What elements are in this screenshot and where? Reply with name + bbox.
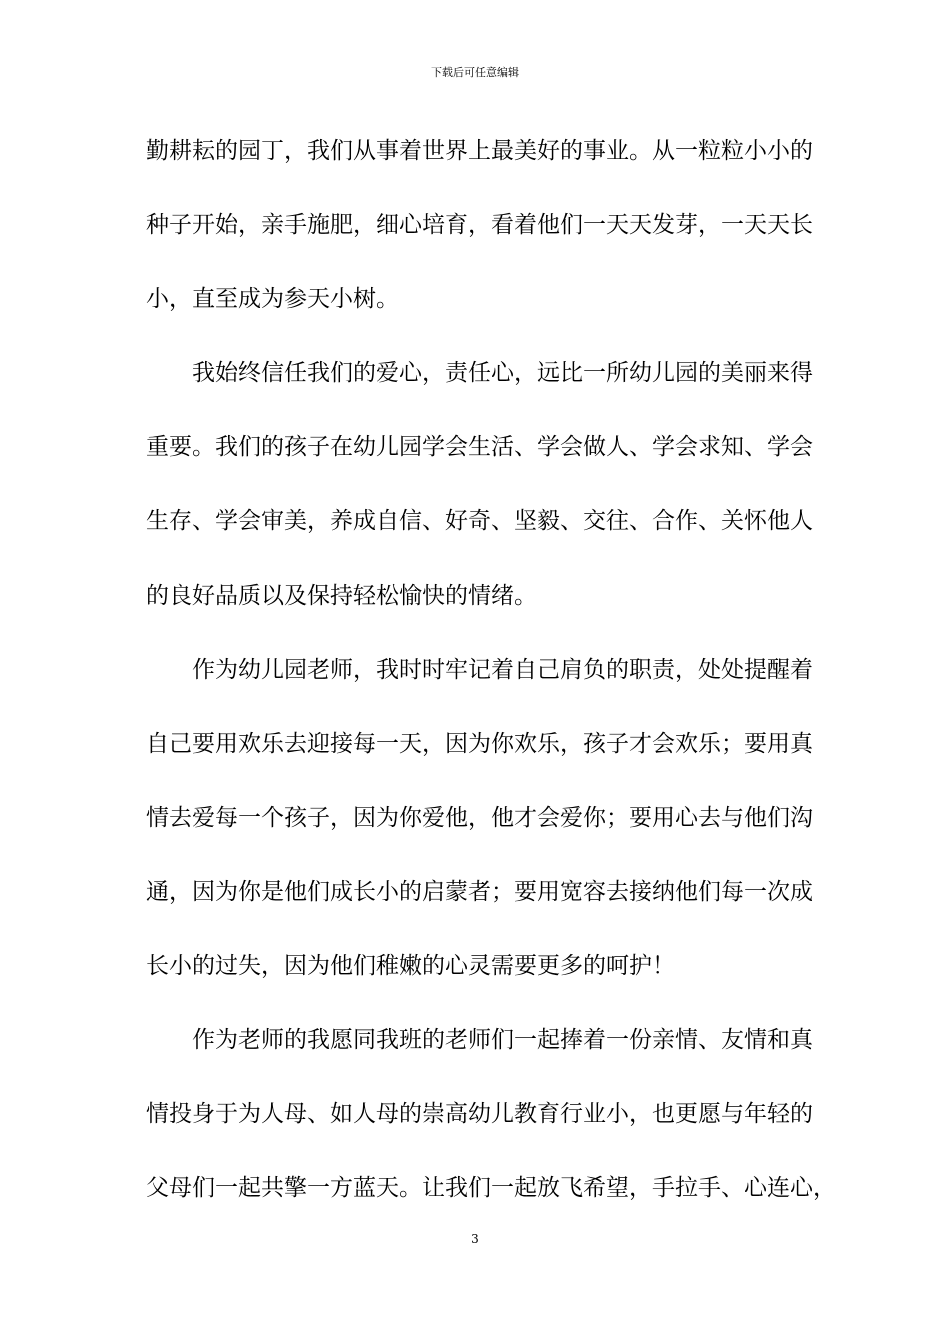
paragraph-first-line: 作为老师的我愿同我班的老师们一起捧着一份亲情、友情和真 bbox=[192, 1027, 813, 1054]
paragraph-first-line: 我始终信任我们的爱心，责任心，远比一所幼儿园的美丽来得 bbox=[192, 360, 813, 387]
text-line: 父母们一起共擎一方蓝天。让我们一起放飞希望，手拉手、心连心， bbox=[146, 1175, 836, 1202]
text-line: 小，直至成为参天小树。 bbox=[146, 286, 399, 313]
text-line: 通，因为你是他们成长小的启蒙者；要用宽容去接纳他们每一次成 bbox=[146, 878, 813, 905]
text-line: 长小的过失，因为他们稚嫩的心灵需要更多的呵护！ bbox=[146, 953, 675, 980]
text-line: 重要。我们的孩子在幼儿园学会生活、学会做人、学会求知、学会 bbox=[146, 434, 813, 461]
text-line: 勤耕耘的园丁，我们从事着世界上最美好的事业。从一粒粒小小的 bbox=[146, 138, 813, 164]
document-body bbox=[146, 128, 846, 1239]
text-line: 自己要用欢乐去迎接每一天，因为你欢乐，孩子才会欢乐；要用真 bbox=[146, 730, 813, 757]
page-number: 3 bbox=[471, 1232, 479, 1246]
text-line: 情去爱每一个孩子，因为你爱他，他才会爱你；要用心去与他们沟 bbox=[146, 804, 813, 831]
text-line: 情投身于为人母、如人母的崇高幼儿教育行业小，也更愿与年轻的 bbox=[146, 1101, 813, 1128]
text-line: 生存、学会审美，养成自信、好奇、坚毅、交往、合作、关怀他人 bbox=[146, 508, 813, 535]
text-line: 的良好品质以及保持轻松愉快的情绪。 bbox=[146, 582, 537, 609]
page-header: 下载后可任意编辑 bbox=[431, 66, 519, 79]
text-line: 种子开始，亲手施肥，细心培育，看着他们一天天发芽，一天天长 bbox=[146, 212, 813, 239]
paragraph-first-line: 作为幼儿园老师，我时时牢记着自己肩负的职责，处处提醒着 bbox=[192, 656, 813, 683]
